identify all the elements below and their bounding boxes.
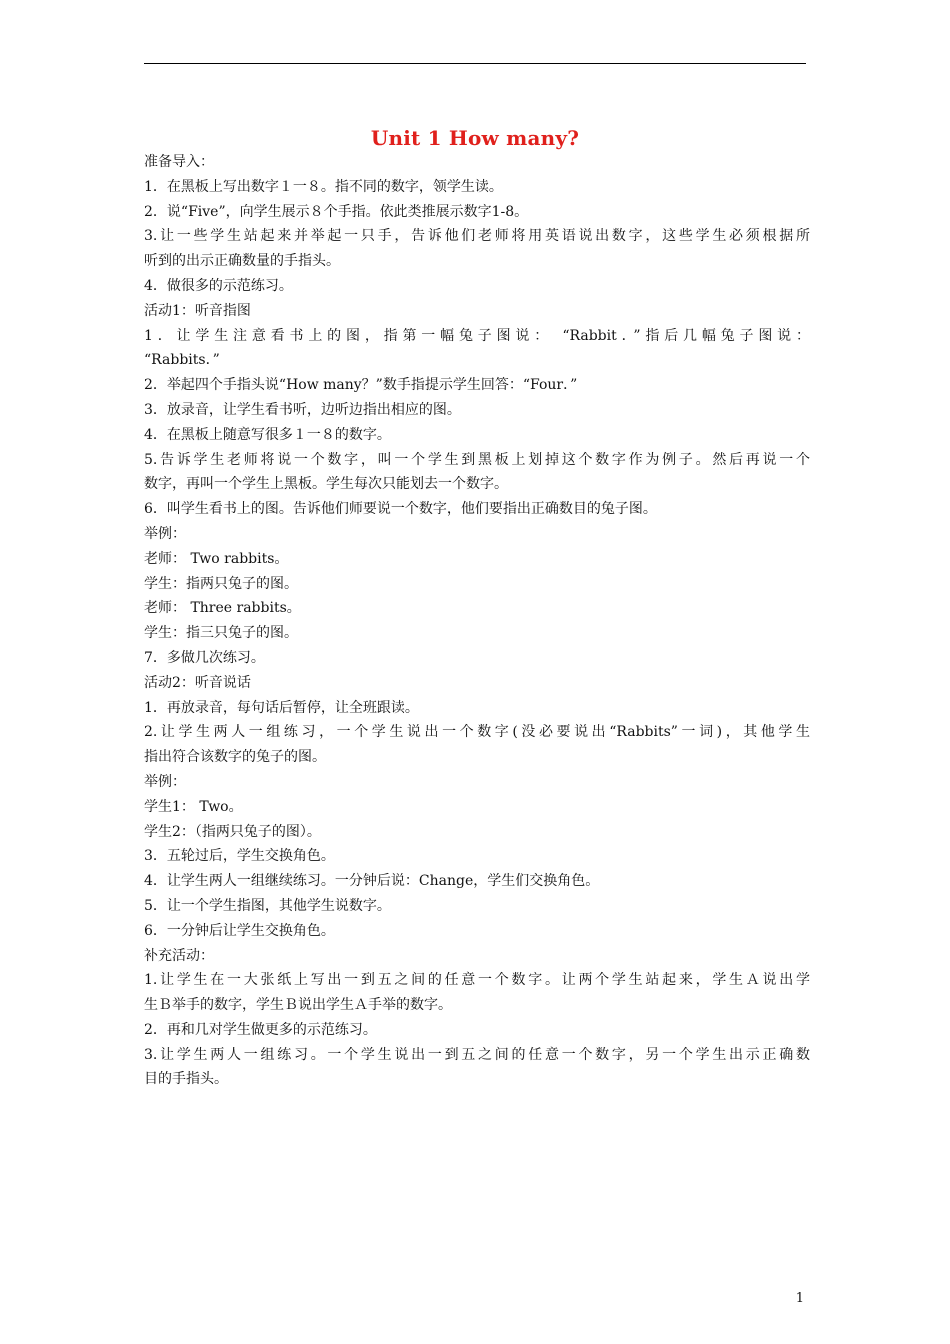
text-line: 3．放录音，让学生看书听，边听边指出相应的图。 — [144, 401, 461, 418]
text-line: 活动2：听音说话 — [144, 674, 251, 691]
text-line: 5．让一个学生指图，其他学生说数字。 — [144, 897, 391, 914]
text-line: 5.告诉学生老师将说一个数字，叫一个学生到黑板上划掉这个数字作为例子。然后再说一个 — [144, 451, 810, 468]
text-line: 4．让学生两人一组继续练习。一分钟后说：Change，学生们交换角色。 — [144, 873, 600, 890]
text-line: 6．叫学生看书上的图。告诉他们师要说一个数字，他们要指出正确数目的兔子图。 — [144, 501, 657, 518]
text-line: 学生：指三只兔子的图。 — [144, 625, 298, 642]
text-line: 1．让学生注意看书上的图，指第一幅兔子图说： “Rabbit．”指后几幅兔子图说： — [144, 327, 810, 344]
text-line: 准备导入： — [144, 154, 214, 170]
text-line: 4．做很多的示范练习。 — [144, 277, 293, 294]
page-number: 1 — [795, 1291, 804, 1306]
text-line: 生Ｂ举手的数字，学生Ｂ说出学生Ａ手举的数字。 — [144, 997, 452, 1014]
text-line: 学生2：（指两只兔子的图）。 — [144, 823, 321, 840]
header-rule — [144, 63, 806, 64]
text-line: “Rabbits．” — [144, 352, 220, 369]
text-line: 举例： — [144, 773, 186, 790]
text-line: 4．在黑板上随意写很多１一８的数字。 — [144, 426, 391, 443]
text-line: 活动1：听音指图 — [144, 302, 251, 319]
text-line: 举例： — [144, 525, 186, 542]
text-line: 目的手指头。 — [144, 1071, 228, 1088]
text-line: 数字，再叫一个学生上黑板。学生每次只能划去一个数字。 — [144, 476, 508, 493]
text-line: 听到的出示正确数量的手指头。 — [144, 253, 340, 270]
text-line: 1．再放录音，每句话后暂停，让全班跟读。 — [144, 699, 419, 716]
text-line: 老师： Three rabbits。 — [144, 600, 301, 617]
text-line: 3.让学生两人一组练习。一个学生说出一到五之间的任意一个数字，另一个学生出示正确数 — [144, 1046, 810, 1063]
text-line: 学生1： Two。 — [144, 798, 243, 815]
text-line: 2．再和几对学生做更多的示范练习。 — [144, 1021, 377, 1038]
text-line: 老师： Two rabbits。 — [144, 550, 289, 567]
text-line: 补充活动： — [144, 947, 214, 964]
document-body — [144, 150, 810, 1092]
text-line: 2．举起四个手指头说“How many？”数手指提示学生回答：“Four．” — [144, 377, 578, 394]
text-line: 学生：指两只兔子的图。 — [144, 575, 298, 592]
document-title: Unit 1 How many? — [370, 126, 580, 150]
text-line: 3.让一些学生站起来并举起一只手，告诉他们老师将用英语说出数字，这些学生必须根据所 — [144, 228, 810, 245]
text-line: 2．说“Five”，向学生展示８个手指。依此类推展示数字1-8。 — [144, 203, 529, 220]
text-line: 2.让学生两人一组练习，一个学生说出一个数字(没必要说出“Rabbits”一词)，其他学生 — [144, 724, 810, 741]
text-line: 1．在黑板上写出数字１一８。指不同的数字，领学生读。 — [144, 178, 503, 195]
text-line: 指出符合该数字的兔子的图。 — [144, 749, 326, 766]
text-line: 7．多做几次练习。 — [144, 649, 265, 666]
text-line: 3．五轮过后，学生交换角色。 — [144, 848, 335, 865]
text-line: 6．一分钟后让学生交换角色。 — [144, 922, 335, 939]
text-line: 1.让学生在一大张纸上写出一到五之间的任意一个数字。让两个学生站起来，学生Ａ说出学 — [144, 972, 810, 989]
